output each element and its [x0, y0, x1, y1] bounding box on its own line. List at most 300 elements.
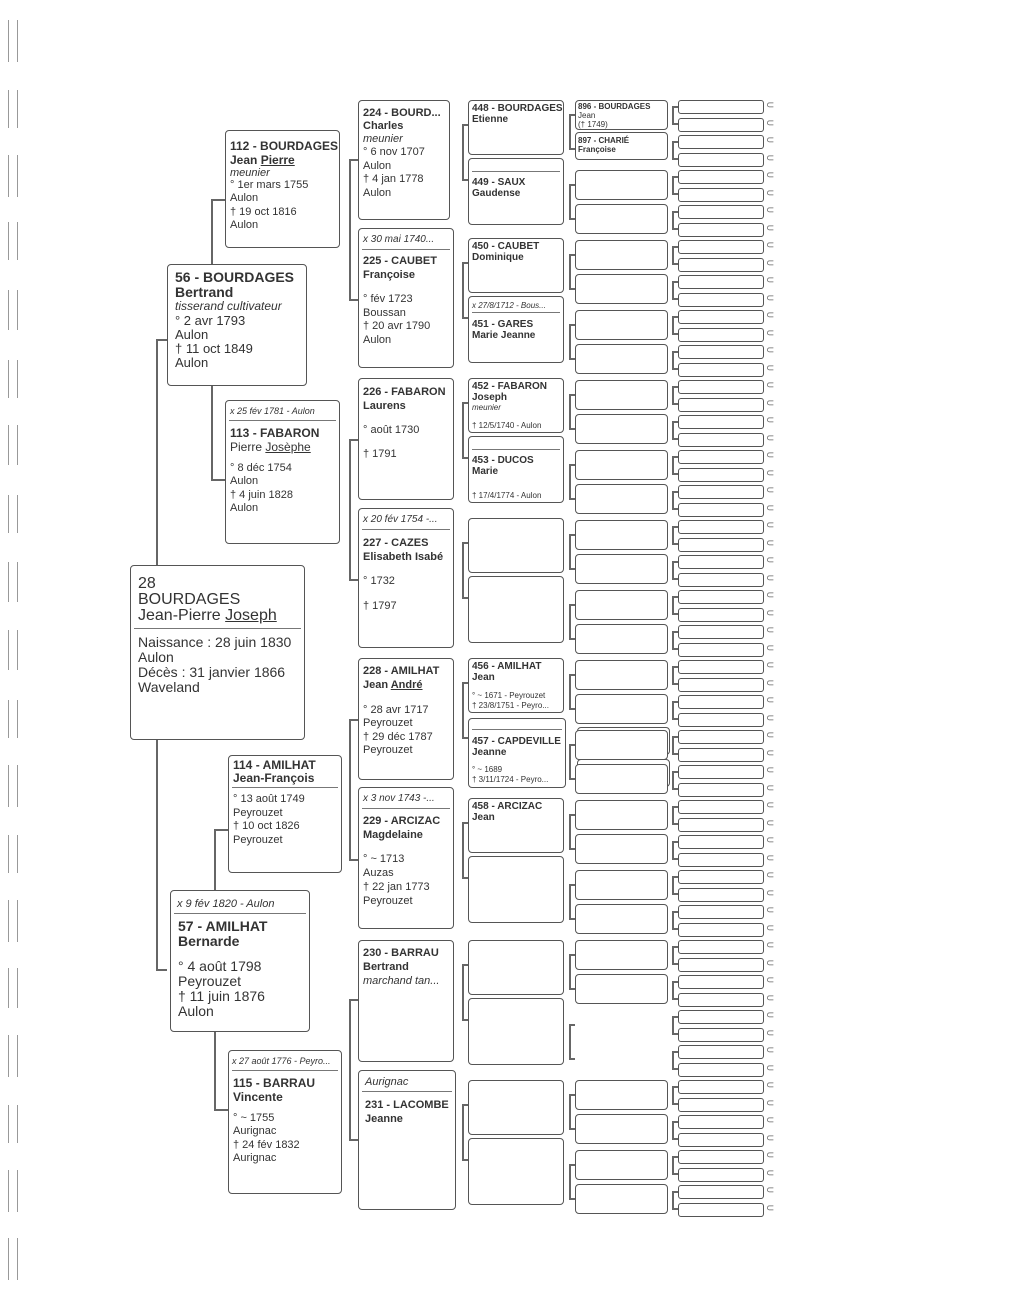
person-card-456[interactable]: [468, 658, 564, 713]
continuation-mark: ⊂: [766, 1202, 775, 1214]
birth-date: ° 4 août 1798: [178, 958, 262, 974]
person-card-28[interactable]: [130, 565, 305, 740]
divider: [229, 420, 336, 421]
death-place: Waveland: [138, 679, 200, 695]
continuation-mark: ⊂: [766, 817, 775, 829]
continuation-mark: ⊂: [766, 397, 775, 409]
empty-person-slot[interactable]: [678, 1150, 764, 1164]
continuation-mark: ⊂: [766, 502, 775, 514]
birth-date: ° août 1730: [363, 424, 420, 436]
person-title: 456 - AMILHAT: [472, 661, 542, 672]
birth-date: ° 28 avr 1717: [363, 704, 429, 716]
person-occupation: meunier: [472, 403, 501, 412]
person-given-name: Pierre Josèphe: [230, 440, 311, 454]
continuation-mark: ⊂: [766, 275, 775, 286]
continuation-mark: ⊂: [766, 992, 775, 1004]
marriage-info: x 27/8/1712 - Bous...: [472, 301, 546, 310]
person-given-name: Jean: [472, 812, 495, 823]
empty-person-slot[interactable]: [575, 764, 668, 794]
empty-person-slot[interactable]: [678, 520, 764, 534]
marriage-info: x 20 fév 1754 -...: [363, 514, 438, 525]
death-date: † 4 juin 1828: [230, 489, 293, 501]
person-given-name: Jean: [578, 111, 596, 120]
continuation-mark: ⊂: [766, 730, 775, 741]
empty-person-slot[interactable]: [575, 274, 668, 304]
empty-person-slot[interactable]: [575, 554, 668, 584]
empty-person-slot[interactable]: [678, 1133, 764, 1147]
continuation-mark: ⊂: [766, 852, 775, 864]
continuation-mark: ⊂: [766, 240, 775, 251]
empty-person-slot[interactable]: [678, 730, 764, 744]
empty-person-slot[interactable]: [575, 974, 668, 1004]
death-date: † 4 jan 1778: [363, 173, 424, 185]
continuation-mark: ⊂: [766, 957, 775, 969]
empty-person-slot[interactable]: [678, 1063, 764, 1077]
continuation-mark: ⊂: [766, 485, 775, 496]
empty-person-slot[interactable]: [678, 363, 764, 377]
person-given-name: Jeanne: [472, 747, 507, 758]
person-card-57[interactable]: [170, 890, 310, 1032]
empty-person-slot[interactable]: [575, 694, 668, 724]
birth-date: ° 8 déc 1754: [230, 462, 292, 474]
person-given-name: Marie Jeanne: [472, 330, 536, 341]
divider: [362, 249, 450, 250]
empty-person-slot[interactable]: [575, 870, 668, 900]
marriage-info: Aurignac: [365, 1076, 409, 1088]
death-date: † 3/11/1724 - Peyro...: [472, 775, 549, 784]
continuation-mark: ⊂: [766, 1185, 775, 1196]
person-title: 57 - AMILHAT: [178, 918, 268, 934]
continuation-mark: ⊂: [766, 310, 775, 321]
empty-person-slot[interactable]: [678, 450, 764, 464]
person-card-114[interactable]: [228, 755, 342, 873]
continuation-mark: ⊂: [766, 975, 775, 986]
person-given-name: Jean-Pierre Joseph: [138, 607, 277, 624]
empty-person-slot[interactable]: [678, 310, 764, 324]
marriage-info: x 30 mai 1740...: [363, 234, 435, 245]
death-place: Peyrouzet: [363, 895, 413, 907]
empty-person-slot[interactable]: [678, 818, 764, 832]
empty-person-slot[interactable]: [678, 713, 764, 727]
continuation-mark: ⊂: [766, 940, 775, 951]
death-date: Décès : 31 janvier 1866: [138, 664, 286, 680]
birth-place: Aulon: [175, 327, 209, 342]
person-title: 112 - BOURDAGES: [230, 139, 339, 153]
continuation-mark: ⊂: [766, 1115, 775, 1126]
continuation-mark: ⊂: [766, 572, 775, 584]
continuation-mark: ⊂: [766, 432, 775, 444]
empty-person-slot[interactable]: [678, 870, 764, 884]
continuation-mark: ⊂: [766, 537, 775, 549]
person-title: 458 - ARCIZAC: [472, 801, 543, 812]
person-title: 896 - BOURDAGES: [578, 102, 651, 111]
continuation-mark: ⊂: [766, 870, 775, 881]
empty-person-slot[interactable]: [678, 223, 764, 237]
death-date: † 29 déc 1787: [363, 731, 433, 743]
continuation-mark: ⊂: [766, 782, 775, 794]
person-title: 227 - CAZES: [363, 537, 429, 549]
empty-person-slot[interactable]: [575, 1080, 668, 1110]
empty-person-slot[interactable]: [575, 450, 668, 480]
person-given-name: Dominique: [472, 252, 524, 263]
empty-person-slot[interactable]: [575, 520, 668, 550]
person-given-name: Jean: [472, 672, 495, 683]
continuation-mark: ⊂: [766, 677, 775, 689]
person-card-227[interactable]: [358, 508, 454, 648]
birth-place: Auzas: [363, 867, 394, 879]
person-title: 224 - BOURD...: [363, 107, 441, 119]
person-title: 449 - SAUX: [472, 177, 526, 188]
empty-person-slot[interactable]: [678, 345, 764, 359]
continuation-mark: ⊂: [766, 905, 775, 916]
empty-person-slot[interactable]: [575, 414, 668, 444]
marriage-info: x 9 fév 1820 - Aulon: [177, 898, 275, 910]
person-title: 225 - CAUBET: [363, 255, 437, 267]
empty-person-slot[interactable]: [678, 100, 764, 114]
empty-person-slot[interactable]: [575, 344, 668, 374]
empty-person-slot[interactable]: [575, 310, 668, 340]
person-title: 114 - AMILHAT: [233, 758, 316, 772]
person-card-448[interactable]: [468, 100, 564, 155]
person-card-453[interactable]: [468, 436, 564, 503]
death-date: † 11 juin 1876: [178, 988, 265, 1004]
person-given-name: Marie: [472, 466, 499, 477]
person-title: 229 - ARCIZAC: [363, 815, 441, 827]
empty-person-slot[interactable]: [678, 923, 764, 937]
marriage-info: x 25 fév 1781 - Aulon: [230, 406, 315, 416]
continuation-mark: ⊂: [766, 1027, 775, 1039]
person-surname: BOURDAGES: [138, 591, 241, 608]
divider: [472, 449, 560, 450]
empty-person-slot[interactable]: [678, 380, 764, 394]
death-place: Peyrouzet: [363, 744, 413, 756]
divider: [232, 787, 338, 788]
death-place: Aulon: [175, 355, 209, 370]
person-card-231[interactable]: [358, 1070, 456, 1210]
empty-person-slot[interactable]: [678, 888, 764, 902]
empty-person-slot[interactable]: [678, 135, 764, 149]
person-number: 28: [138, 575, 156, 592]
continuation-mark: ⊂: [766, 257, 775, 269]
continuation-mark: ⊂: [766, 205, 775, 216]
continuation-mark: ⊂: [766, 100, 775, 111]
person-given-name: Charles: [363, 120, 404, 132]
empty-person-slot[interactable]: [678, 503, 764, 517]
person-card-229[interactable]: [358, 787, 454, 929]
birth-place: Aulon: [363, 160, 392, 172]
birth-date: ° 1er mars 1755: [230, 179, 309, 191]
empty-person-slot[interactable]: [678, 590, 764, 604]
empty-person-slot[interactable]: [678, 468, 764, 482]
divider: [472, 171, 560, 172]
person-title: 897 - CHARIÉ: [578, 136, 630, 145]
continuation-mark: ⊂: [766, 765, 775, 776]
person-title: 115 - BARRAU: [233, 1076, 316, 1090]
divider: [472, 312, 560, 313]
divider: [134, 628, 301, 629]
person-card-457[interactable]: [468, 718, 566, 788]
empty-person-slot[interactable]: [678, 660, 764, 674]
continuation-mark: ⊂: [766, 800, 775, 811]
empty-person-slot[interactable]: [678, 153, 764, 167]
person-card-461[interactable]: [468, 998, 564, 1065]
empty-person-slot[interactable]: [678, 1028, 764, 1042]
empty-person-slot[interactable]: [678, 975, 764, 989]
continuation-mark: ⊂: [766, 1045, 775, 1056]
death-place: Aulon: [230, 219, 259, 231]
birth-place: Aulon: [230, 475, 259, 487]
empty-person-slot[interactable]: [678, 958, 764, 972]
empty-person-slot[interactable]: [575, 380, 668, 410]
empty-person-slot[interactable]: [575, 590, 668, 620]
continuation-mark: ⊂: [766, 695, 775, 706]
person-card-113[interactable]: [225, 400, 340, 544]
birth-date: ° 2 avr 1793: [175, 313, 246, 328]
empty-person-slot[interactable]: [575, 1114, 668, 1144]
empty-person-slot[interactable]: [678, 188, 764, 202]
continuation-mark: ⊂: [766, 1132, 775, 1144]
empty-person-slot[interactable]: [678, 328, 764, 342]
empty-person-slot[interactable]: [678, 258, 764, 272]
empty-person-slot[interactable]: [575, 834, 668, 864]
continuation-mark: ⊂: [766, 887, 775, 899]
empty-person-slot[interactable]: [575, 240, 668, 270]
person-card-460[interactable]: [468, 940, 564, 995]
marriage-info: x 27 août 1776 - Peyro...: [232, 1056, 331, 1066]
death-date: † 19 oct 1816: [230, 206, 297, 218]
person-title: 230 - BARRAU: [363, 947, 439, 959]
person-title: 450 - CAUBET: [472, 241, 540, 252]
empty-person-slot[interactable]: [575, 1150, 668, 1180]
empty-person-slot[interactable]: [575, 204, 668, 234]
person-title: 231 - LACOMBE: [365, 1099, 449, 1111]
continuation-mark: ⊂: [766, 1150, 775, 1161]
person-title: 457 - CAPDEVILLE: [472, 736, 561, 747]
empty-person-slot[interactable]: [678, 538, 764, 552]
continuation-mark: ⊂: [766, 170, 775, 181]
empty-person-slot[interactable]: [678, 1045, 764, 1059]
empty-person-slot[interactable]: [575, 170, 668, 200]
birth-date: ° ~ 1671 - Peyrouzet: [472, 691, 546, 700]
continuation-mark: ⊂: [766, 660, 775, 671]
person-occupation: tisserand cultivateur: [175, 299, 282, 313]
continuation-mark: ⊂: [766, 1097, 775, 1109]
continuation-mark: ⊂: [766, 625, 775, 636]
divider: [362, 1091, 452, 1092]
continuation-mark: ⊂: [766, 1167, 775, 1179]
continuation-mark: ⊂: [766, 922, 775, 934]
person-given-name: Jeanne: [365, 1113, 403, 1125]
person-card-112[interactable]: [225, 130, 340, 248]
person-card-455[interactable]: [468, 576, 564, 643]
person-card-897[interactable]: [575, 132, 668, 160]
empty-person-slot[interactable]: [575, 660, 668, 690]
continuation-mark: ⊂: [766, 117, 775, 129]
death-date: † 1791: [363, 448, 397, 460]
empty-person-slot[interactable]: [678, 643, 764, 657]
person-card-449[interactable]: [468, 158, 564, 225]
person-given-name: Bertrand: [363, 961, 409, 973]
empty-person-slot[interactable]: [575, 1184, 668, 1214]
person-title: 113 - FABARON: [230, 426, 320, 440]
person-given-name: Magdelaine: [363, 829, 423, 841]
person-card-115[interactable]: [228, 1050, 342, 1194]
continuation-mark: ⊂: [766, 835, 775, 846]
continuation-mark: ⊂: [766, 135, 775, 146]
empty-person-slot[interactable]: [678, 1168, 764, 1182]
person-card-56[interactable]: [167, 264, 307, 386]
person-occupation: marchand tan...: [363, 975, 440, 987]
birth-date: ° fév 1723: [363, 293, 413, 305]
death-date: † 20 avr 1790: [363, 320, 431, 332]
death-place: Peyrouzet: [233, 834, 283, 846]
divider: [362, 529, 450, 530]
birth-place: Aulon: [230, 192, 259, 204]
person-card-225[interactable]: [358, 228, 454, 368]
empty-person-slot[interactable]: [678, 415, 764, 429]
person-given-name: Bertrand: [175, 284, 234, 300]
empty-person-slot[interactable]: [678, 608, 764, 622]
empty-person-slot[interactable]: [678, 765, 764, 779]
empty-person-slot[interactable]: [678, 240, 764, 254]
death-place: Aurignac: [233, 1152, 277, 1164]
person-given-name: Laurens: [363, 400, 406, 412]
person-title: 448 - BOURDAGES: [472, 103, 563, 114]
empty-person-slot[interactable]: [575, 800, 668, 830]
person-card-228[interactable]: [358, 658, 454, 780]
person-given-name: Joseph: [472, 392, 508, 403]
person-title: 453 - DUCOS: [472, 455, 534, 466]
person-card-224[interactable]: [358, 100, 450, 220]
empty-person-slot[interactable]: [678, 1115, 764, 1129]
continuation-mark: ⊂: [766, 642, 775, 654]
person-given-name: Vincente: [233, 1090, 283, 1104]
person-occupation: meunier: [363, 133, 403, 145]
divider: [362, 808, 450, 809]
empty-person-slot[interactable]: [678, 678, 764, 692]
person-card-462[interactable]: [468, 1080, 564, 1135]
empty-person-slot[interactable]: [575, 904, 668, 934]
death-date: († 1749): [578, 120, 608, 129]
empty-person-slot[interactable]: [678, 170, 764, 184]
person-card-459[interactable]: [468, 856, 564, 923]
empty-person-slot[interactable]: [678, 993, 764, 1007]
continuation-mark: ⊂: [766, 747, 775, 759]
continuation-mark: ⊂: [766, 327, 775, 339]
empty-person-slot[interactable]: [678, 275, 764, 289]
person-card-226[interactable]: [358, 378, 454, 500]
death-date: † 12/5/1740 - Aulon: [472, 421, 542, 430]
continuation-mark: ⊂: [766, 520, 775, 531]
death-date: † 10 oct 1826: [233, 820, 300, 832]
person-given-name: Françoise: [363, 269, 415, 281]
death-date: † 24 fév 1832: [233, 1139, 300, 1151]
continuation-mark: ⊂: [766, 555, 775, 566]
continuation-mark: ⊂: [766, 415, 775, 426]
person-title: 451 - GARES: [472, 319, 534, 330]
person-card-451[interactable]: [468, 296, 564, 363]
continuation-mark: ⊂: [766, 1062, 775, 1074]
death-place: Aulon: [363, 334, 392, 346]
empty-person-slot[interactable]: [678, 1185, 764, 1199]
empty-person-slot[interactable]: [575, 624, 668, 654]
empty-person-slot[interactable]: [678, 625, 764, 639]
empty-person-slot[interactable]: [678, 853, 764, 867]
continuation-mark: ⊂: [766, 607, 775, 619]
empty-person-slot[interactable]: [678, 555, 764, 569]
birth-date: Naissance : 28 juin 1830: [138, 634, 292, 650]
person-given-name: Jean Pierre: [230, 153, 295, 167]
person-given-name: Françoise: [578, 145, 616, 154]
empty-person-slot[interactable]: [678, 695, 764, 709]
empty-person-slot[interactable]: [678, 905, 764, 919]
birth-date: ° ~ 1755: [233, 1112, 275, 1124]
person-card-896[interactable]: [575, 100, 668, 130]
empty-person-slot[interactable]: [678, 748, 764, 762]
continuation-mark: ⊂: [766, 362, 775, 374]
person-card-452[interactable]: [468, 378, 564, 433]
birth-place: Peyrouzet: [178, 973, 242, 989]
birth-date: ° 6 nov 1707: [363, 146, 425, 158]
birth-date: ° ~ 1689: [472, 765, 503, 774]
person-card-458[interactable]: [468, 798, 564, 853]
divider: [232, 1070, 338, 1071]
birth-date: ° 13 août 1749: [233, 793, 305, 805]
person-card-454[interactable]: [468, 518, 564, 573]
empty-person-slot[interactable]: [678, 485, 764, 499]
empty-person-slot[interactable]: [678, 398, 764, 412]
person-card-450[interactable]: [468, 238, 564, 293]
continuation-mark: ⊂: [766, 380, 775, 391]
empty-person-slot[interactable]: [678, 1080, 764, 1094]
person-given-name: Jean-François: [233, 771, 315, 785]
death-place: Aulon: [230, 502, 259, 514]
death-place: Aulon: [178, 1003, 214, 1019]
empty-person-slot[interactable]: [575, 484, 668, 514]
empty-person-slot[interactable]: [678, 118, 764, 132]
empty-person-slot[interactable]: [678, 433, 764, 447]
birth-place: Peyrouzet: [363, 717, 413, 729]
empty-person-slot[interactable]: [678, 573, 764, 587]
continuation-mark: ⊂: [766, 712, 775, 724]
continuation-mark: ⊂: [766, 590, 775, 601]
continuation-mark: ⊂: [766, 345, 775, 356]
empty-person-slot[interactable]: [678, 1098, 764, 1112]
divider: [174, 913, 306, 914]
empty-person-slot[interactable]: [678, 800, 764, 814]
empty-person-slot[interactable]: [678, 205, 764, 219]
death-date: † 22 jan 1773: [363, 881, 430, 893]
person-title: 226 - FABARON: [363, 386, 446, 398]
continuation-mark: ⊂: [766, 152, 775, 164]
empty-person-slot[interactable]: [678, 1203, 764, 1217]
empty-person-slot[interactable]: [678, 783, 764, 797]
empty-person-slot[interactable]: [678, 835, 764, 849]
empty-person-slot[interactable]: [678, 940, 764, 954]
person-card-230[interactable]: [358, 940, 454, 1062]
person-title: 228 - AMILHAT: [363, 665, 440, 677]
empty-person-slot[interactable]: [678, 293, 764, 307]
empty-person-slot[interactable]: [575, 940, 668, 970]
death-date: † 11 oct 1849: [175, 341, 253, 356]
death-date: † 17/4/1774 - Aulon: [472, 491, 542, 500]
person-card-463[interactable]: [468, 1138, 564, 1205]
death-place: Aulon: [363, 187, 392, 199]
continuation-mark: ⊂: [766, 187, 775, 199]
continuation-mark: ⊂: [766, 1080, 775, 1091]
empty-person-slot[interactable]: [678, 1010, 764, 1024]
empty-person-slot[interactable]: [575, 730, 668, 760]
